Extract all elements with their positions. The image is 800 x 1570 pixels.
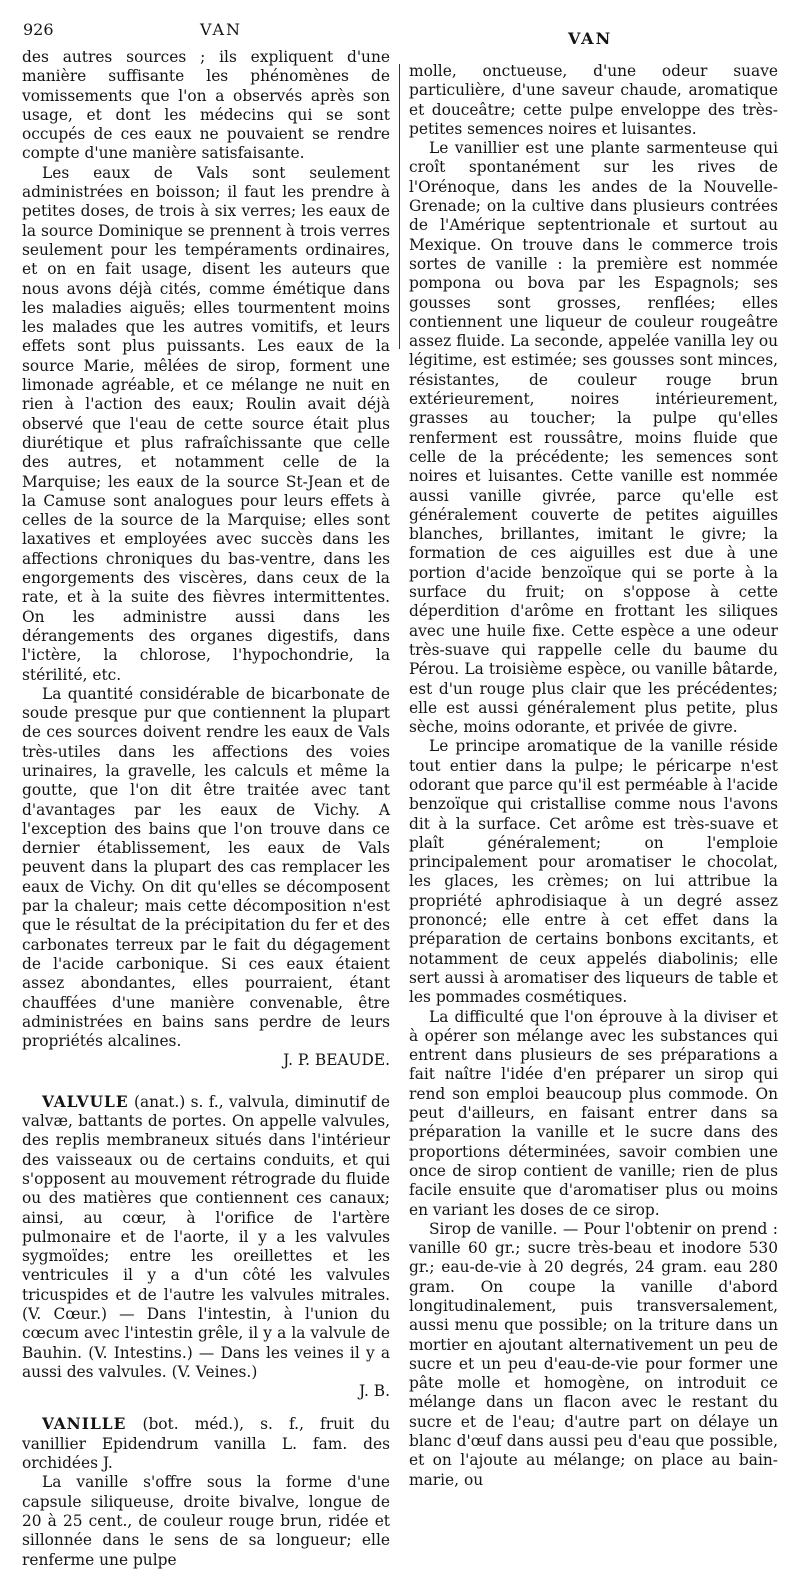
- entry-headword-valvule: VALVULE: [42, 1092, 129, 1111]
- paragraph-sirop-idee: La difficulté que l'on éprouve à la diviser et à opérer son mélange avec les substances qui entrent dans plusieurs de ses préparations a fait naître l'idée d'en préparer un sirop qui rend son emploi beaucoup plus commode. On peut d'ailleurs, en faisant entrer dans sa préparation la vanille et le sucre dans des proportions déterminées, savoir combien une once de sirop contient de vanille; rien de plus facile ensuite que d'aromatiser plus ou moins en variant les doses de ce sirop.: [409, 1007, 778, 1219]
- entry-gap: [22, 1071, 390, 1093]
- paragraph-vals-usage: Les eaux de Vals sont seulement administrées en boisson; il faut les prendre à petites doses, de trois à six verres; les eaux de la source Dominique se prennent à trois verres seulement pour les tempéraments ordinaires, et on en fait usage, disent les auteurs que nous avons déjà cités, comme émétique dans les maladies aiguës; elles tourmentent moins les malades que les autres vomitifs, et leurs effets sont plus puissants. Les eaux de la source Marie, mêlées de sirop, forment une limonade agréable, et ce mélange ne nuit en rien à l'action des eaux; Roulin avait déjà observé que l'eau de cette source était plus diurétique et plus rafraîchissante que celle des autres, et notamment celle de la Marquise; les eaux de la source St-Jean et de la Camuse sont analogues pour leurs effets à celles de la source de la Marquise; elles sont laxatives et employées avec succès dans les affections chroniques du bas-ventre, dans les engorgements des viscères, dans ceux de la rate, et à la suite des fièvres intermittentes. On les administre aussi dans les dérangements des organes digestifs, dans l'ictère, la chlorose, l'hypochondrie, la stérilité, etc.: [22, 163, 391, 684]
- author-signature-beaude: J. P. BEAUDE.: [283, 1051, 390, 1070]
- entry-body-valvule: (anat.) s. f., valvula, diminutif de valvæ, battants de portes. On appelle valvules, des replis membraneux situés dans l'intérieur des vaisseaux ou de certains conduits, et qui s'opposent au mouvement rétrograde du fluide ou des matières que contiennent ces canaux; ainsi, au cœur, à l'orifice de l'artère pulmonaire et de l'aorte, il y a les valvules sygmoïdes; entre les oreillettes et les ventricules il y a d'un côté les valvules tricuspides et de l'autre les valvules mitrales. (V. Cœur.) — Dans l'intestin, à l'union du cœcum avec l'intestin grêle, il y a la valvule de Bauhin. (V. Intestins.) — Dans les veines il y a aussi des valvules. (V. Veines.): [22, 1092, 390, 1381]
- right-column: [409, 62, 778, 1490]
- entry-vanille: [22, 1415, 390, 1473]
- entry-body-vanille: (bot. méd.), s. f., fruit du vanillier Epidendrum vanilla L. fam. des orchidées J.: [22, 1415, 390, 1473]
- page-number: 926: [23, 20, 54, 39]
- entry-headword-vanille: VANILLE: [42, 1415, 127, 1434]
- paragraph-vals-continuation: des autres sources ; ils expliquent d'une manière suffisante les phénomènes de vomissements que l'on a observés après son usage, et dont les médecins qui se sont occupés de ces eaux ne pouvaient se rendre compte d'une manière satisfaisante.: [22, 48, 390, 163]
- running-head-right: VAN: [568, 29, 613, 48]
- running-head-left: VAN: [200, 20, 243, 39]
- paragraph-vals-bicarbonate: La quantité considérable de bicarbonate de soude presque pur que contiennent la plupart de ces sources doivent rendre les eaux de Vals très-utiles dans les affections des voies urinaires, la gravelle, les calculs et même la goutte, que l'on dit être traitée avec tant d'avantages par les eaux de Vichy. A l'exception des bains que l'on trouve dans ce dernier établissement, les eaux de Vals peuvent dans la plupart des cas remplacer les eaux de Vichy. On dit qu'elles se décomposent par la chaleur; mais cette décomposition n'est que le résultat de la précipitation du fer et des carbonates terreux par le fait du dégagement de l'acide carbonique. Si ces eaux étaient assez abondantes, elles pourraient, étant chauffées d'une manière convenable, être administrées en bains sans perdre de leurs propriétés alcalines.: [22, 684, 390, 1051]
- entry-valvule: [22, 1093, 390, 1382]
- paragraph-sirop-recette: Sirop de vanille. — Pour l'obtenir on prend : vanille 60 gr.; sucre très-beau et inodore 530 gr.; eau-de-vie à 20 degrés, 24 gram. eau 280 gram. On coupe la vanille d'abord longitudinalement, puis transversalement, aussi menu que possible; on la triture dans un mortier en ajoutant alternativement un peu de sucre et un peu d'eau-de-vie pour former une pâte molle et homogène, on introduit ce mélange dans un flacon avec le restant du sucre et de l'eau; d'autre part on délaye un blanc d'œuf dans aussi peu d'eau que possible, et on l'ajoute au mélange; on place au bain-marie, ou: [409, 1219, 778, 1489]
- author-signature-jb: J. B.: [359, 1382, 390, 1401]
- paragraph-vanillier: Le vanillier est une plante sarmenteuse qui croît spontanément sur les rives de l'Orénoque, dans les andes de la Nouvelle-Grenade; on la cultive dans plusieurs contrées de l'Amérique septentrionale et surtout au Mexique. On trouve dans le commerce trois sortes de vanille : la première est nommée pompona ou bova par les Espagnols; ses gousses sont grosses, renflées; elles contiennent une liqueur de couleur rougeâtre assez fluide. La seconde, appelée vanilla ley ou légitime, est estimée; ses gousses sont minces, résistantes, de couleur rouge brun extérieurement, noires intérieurement, grasses au toucher; la pulpe qu'elles renferment est roussâtre, moins fluide que celle de la précédente; les semences sont noires et luisantes. Cette vanille est nommée aussi vanille givrée, parce qu'elle est généralement couverte de petites aiguilles blanches, brillantes, imitant le givre; la formation de ces aiguilles est due à une portion d'acide benzoïque qui se porte à la surface du fruit; on s'oppose à cette déperdition d'arôme en frottant les siliques avec une huile fixe. Cette espèce a une odeur très-suave qui rappelle celle du baume du Pérou. La troisième espèce, ou vanille bâtarde, est d'un rouge plus clair que les précédentes; elle est aussi généralement plus petite, plus sèche, moins odorante, et privée de givre.: [409, 139, 778, 737]
- column-rule: [399, 64, 400, 349]
- paragraph-vanille-description: La vanille s'offre sous la forme d'une capsule siliqueuse, droite bivalve, longue de 20 à 25 cent., de couleur rouge brun, ridée et sillonnée dans le sens de sa longueur; elle renferme une pulpe: [22, 1473, 390, 1569]
- left-column: [22, 48, 390, 1570]
- paragraph-pulpe: molle, onctueuse, d'une odeur suave particulière, d'une saveur chaude, aromatique et douceâtre; cette pulpe enveloppe des très-petites semences noires et luisantes.: [409, 62, 778, 138]
- entry-gap: [22, 1401, 390, 1415]
- paragraph-principe-aromatique: Le principe aromatique de la vanille réside tout entier dans la pulpe; le péricarpe n'est odorant que parce qu'il est perméable à l'acide benzoïque qui cristallise comme nous l'avons dit à la surface. Cet arôme est très-suave et plaît généralement; on l'emploie principalement pour aromatiser le chocolat, les glaces, les crèmes; on lui attribue la propriété aphrodisiaque à un degré assez prononcé; elle entre à cet effet dans la préparation de certains bonbons excitants, et notamment de ceux appelés diabolinis; elle sert aussi à aromatiser des liqueurs de table et les pommades cosmétiques.: [409, 737, 778, 1007]
